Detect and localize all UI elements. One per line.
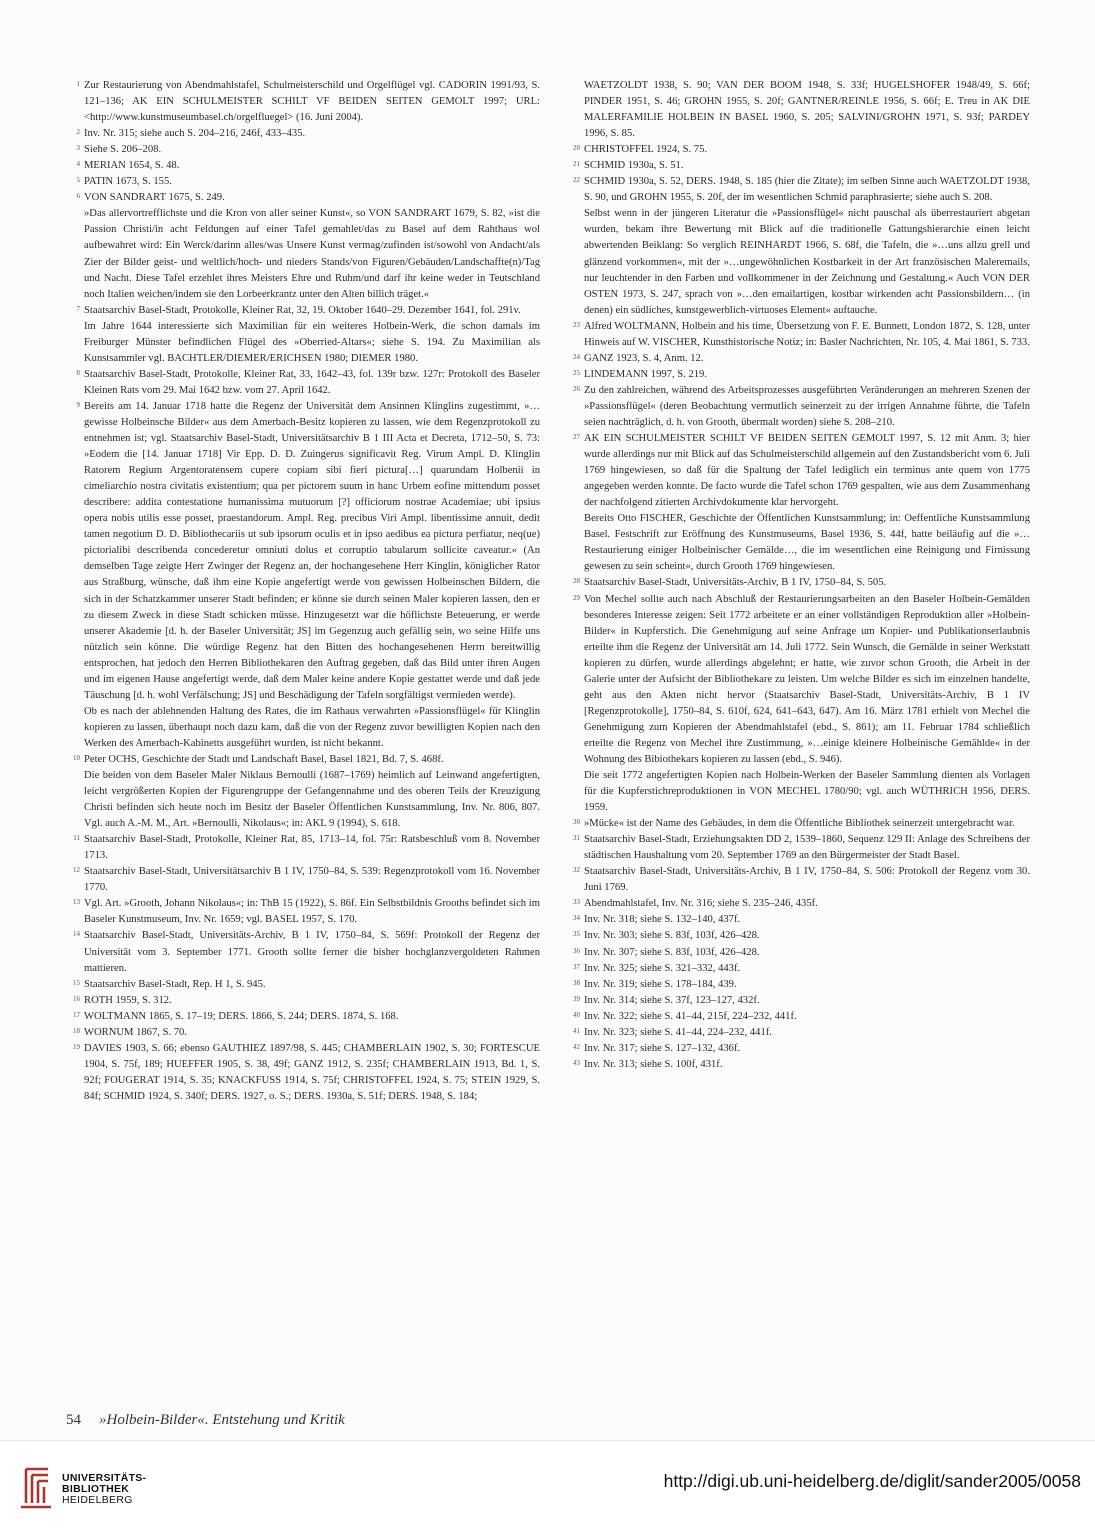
footnote-number: 18	[73, 1026, 80, 1035]
footnote-text: Inv. Nr. 323; siehe S. 41–44, 224–232, 441f.	[584, 1026, 772, 1038]
footnotes-left-column	[62, 78, 540, 1105]
footnote-number: 5	[76, 176, 80, 185]
footnote	[62, 896, 540, 928]
running-title: »Holbein-Bilder«. Entstehung und Kritik	[99, 1412, 345, 1428]
footnote-number: 13	[73, 898, 80, 907]
footnote-text: Inv. Nr. 317; siehe S. 127–132, 436f.	[584, 1042, 741, 1054]
footnote-number: 40	[573, 1010, 580, 1019]
footnote-text: SCHMID 1930a, S. 51.	[584, 160, 684, 172]
footnote-text: AK EIN SCHULMEISTER SCHILT VF BEIDEN SEITEN GEMOLT 1997, S. 12 mit Anm. 3; hier wurde allerdings nur mit Blick auf das Schulmeisterschild allgemein auf den Zustandsbericht vom 6. Juli 1769 hingewiesen, so daß für die Spaltung der Tafel lediglich ein terminus ante quem von 1775 angegeben werden konnte. De facto wurde die Tafel schon 1769 gespalten, wie aus dem Zusammenhang der nachfolgend zitierten Archivdokumente klar hervorgeht.	[584, 433, 1030, 509]
footnote	[62, 78, 540, 126]
footnote-text: Inv. Nr. 313; siehe S. 100f, 431f.	[584, 1058, 723, 1070]
footnote	[562, 993, 1030, 1009]
footnote-text: Inv. Nr. 318; siehe S. 132–140, 437f.	[584, 914, 741, 926]
footnote	[62, 158, 540, 174]
footnote-number: 10	[73, 753, 80, 762]
footnote-text: Zu den zahlreichen, während des Arbeitsprozesses ausgeführten Veränderungen an mehreren Szenen der »Passionsflügel« (deren Beobachtung vermutlich seinerzeit zu der irrigen Annahme führte, die Tafeln seien nachträglich, d. h. von Grooth, übermalt worden) siehe S. 208–210.	[584, 384, 1030, 428]
page-footer-line	[66, 1412, 345, 1429]
footnote	[62, 1041, 540, 1105]
footnote	[562, 431, 1030, 575]
footnote-text: Im Jahre 1644 interessierte sich Maximilian für ein weiteres Holbein-Werk, die schon damals im Freiburger Münster befindlichen Flügel des »Oberried-Altars«; siehe S. 194. Zu Maximilian als Kunstsammler vgl. BACHTLER/DIEMER/ERICHSEN 1980; DIEMER 1980.	[84, 320, 540, 364]
footnote-number: 20	[573, 144, 580, 153]
footnote-number: 42	[573, 1042, 580, 1051]
footnote-number: 30	[573, 818, 580, 827]
footnote	[62, 303, 540, 367]
footnote	[562, 945, 1030, 961]
footnote-number: 15	[73, 978, 80, 987]
footnote-number: 26	[573, 384, 580, 393]
footnote-number: 21	[573, 160, 580, 169]
footnote	[62, 142, 540, 158]
footnote-number: 16	[73, 994, 80, 1003]
footnote-text: Inv. Nr. 319; siehe S. 178–184, 439.	[584, 978, 737, 990]
footnote-number: 25	[573, 368, 580, 377]
footnote-text: PATIN 1673, S. 155.	[84, 176, 172, 188]
footnote	[562, 896, 1030, 912]
footnote-text: WOLTMANN 1865, S. 17–19; DERS. 1866, S. 244; DERS. 1874, S. 168.	[84, 1010, 399, 1022]
footnote-number: 38	[573, 978, 580, 987]
footnote-text: Von Mechel sollte auch nach Abschluß der Restaurierungsarbeiten an den Baseler Holbein-Gemälden besonderes Interesse zeigen: Seit 1772 arbeitete er an einer vollständigen Reproduktion aller »Holbein-Bilder« in Kupferstich. Die Genehmigung auf seine Anfrage um Kopier- und Publikationserlaubnis erteilte ihm die Regenz der Universität am 14. Juli 1772. Sein Wunsch, die Gemälde in seiner Werkstatt kopieren zu dürfen, wurde allerdings abgelehnt; er hatte, wie zuvor schon Grooth, die Arbeit in der Galerie unter der Aufsicht der Bibliothekare zu leisten. Um welche Bilder es sich im einzelnen handelte, geht aus den Akten nicht hervor (Staatsarchiv Basel-Stadt, Universitäts-Archiv, B 1 IV [Regenzprotokolle], 1750–84, S. 610f, 624, 641–643, 647). Am 16. März 1781 erhielt von Mechel die Genehmigung zum Kopieren der Abendmahlstafel (ebd., S. 861); am 11. Februar 1784 schließlich erteilte die Regenz von Mechel ihre Zustimmung, »…einige kleinere Holbeinische Gemählde« in der Wohnung des Bibiothekars kopieren zu lassen (ebd., S. 946).	[584, 593, 1030, 765]
footnote-text: Staatsarchiv Basel-Stadt, Protokolle, Kleiner Rat, 33, 1642–43, fol. 139r bzw. 127r: Protokoll des Baseler Kleinen Rats vom 29. Mai 1642 bzw. vom 27. April 1642.	[84, 368, 540, 396]
footnote	[62, 928, 540, 976]
library-name	[62, 1473, 146, 1506]
footnote-number: 14	[73, 930, 80, 939]
footnote-number: 33	[573, 898, 580, 907]
footnote-number: 7	[76, 304, 80, 313]
footnote-number: 3	[76, 144, 80, 153]
footnote-number: 23	[573, 320, 580, 329]
page-number: 54	[66, 1412, 81, 1428]
footnote-text: VON SANDRART 1675, S. 249.	[84, 192, 225, 204]
footnotes-right-column	[562, 78, 1030, 1073]
footnote-text: Inv. Nr. 325; siehe S. 321–332, 443f.	[584, 962, 741, 974]
footnote-number: 4	[76, 160, 80, 169]
footnote-text: Siehe S. 206–208.	[84, 144, 162, 156]
footnote-text: Abendmahlstafel, Inv. Nr. 316; siehe S. 235–246, 435f.	[584, 898, 818, 910]
footnote-text: Inv. Nr. 315; siehe auch S. 204–216, 246f, 433–435.	[84, 128, 306, 140]
footnote-text: Selbst wenn in der jüngeren Literatur die »Passionsflügel« nicht pauschal als überrestauriert abgetan wurden, bekam ihre Bewertung mit Blick auf die traditionelle Gattungshierarchie einen leicht abwertenden Beiklang: So verglich REINHARDT 1966, S. 68f, die Tafeln, die »…uns allzu grell und glänzend vorkommen«, mit der »…ungewöhnlichen Kostbarkeit in der Art französischen Maleremails, nur leuchtender in den Farben und vollkommener in der Zeichnung und Gestaltung.« Auch VON DER OSTEN 1973, S. 247, sprach von »…den emailartigen, kostbar wirkenden acht Passionsbildern… (in denen) ein südliches, kunstgewerblich-virtuoses Element« auftauche.	[584, 208, 1030, 316]
library-name-line2: BIBLIOTHEK	[62, 1483, 130, 1495]
footnote-text: »Das allervortrefflichste und die Kron von aller seiner Kunst«, so VON SANDRART 1679, S. 82, »ist die Passion Christi/in acht Feldungen auf einer Tafel gemahlet/das zu Basel auf dem Rahthaus wol aufbewahret wird: Ein Werck/darinn alles/was Unsere Kunst vermag/zufinden ist/sowohl von Andacht/als Zier der Bilder geist- und weltlich/hoch- und nieders Stands/von Figuren/Gebäuden/Landschaffte(n)/Tag und Nacht. Diese Tafel erzehlet ihres Meisters Ehre und Ruhm/und darf ihr keine weder in Teutschland noch Italien weichen/indem sie den Lorbeerkrantz unter den Alten billich träget.«	[84, 208, 540, 300]
footnote	[562, 816, 1030, 832]
footnote-text: DAVIES 1903, S. 66; ebenso GAUTHIEZ 1897/98, S. 445; CHAMBERLAIN 1902, S. 30; FORTESCUE 1904, S. 75f, 189; HUEFFER 1905, S. 38, 49f; GANZ 1912, S. 235f; CHAMBERLAIN 1913, Bd. 1, S. 92f; FOUGERAT 1914, S. 35; KNACKFUSS 1914, S. 75f; CHRISTOFFEL 1924, S. 75; STEIN 1929, S. 84f; SCHMID 1924, S. 340f; DERS. 1927, o. S.; DERS. 1930a, S. 51f; DERS. 1948, S. 184;	[84, 1042, 540, 1102]
footnote	[62, 993, 540, 1009]
footnote-number: 41	[573, 1026, 580, 1035]
footnote-number: 39	[573, 994, 580, 1003]
footnote	[62, 752, 540, 832]
footnote-number: 43	[573, 1058, 580, 1067]
footnote-text: CHRISTOFFEL 1924, S. 75.	[584, 144, 708, 156]
footnote	[562, 142, 1030, 158]
university-library-logo-icon	[18, 1463, 54, 1509]
footnote	[562, 961, 1030, 977]
footnote-text: Bereits am 14. Januar 1718 hatte die Regenz der Universität dem Ansinnen Klinglins zugestimmt, »…gewisse Holbeinsche Bilder« aus dem Amerbach-Besitz kopieren zu lassen, wie dem Regenzprotokoll zu entnehmen ist; vgl. Staatsarchiv Basel-Stadt, Universitätsarchiv B 1 III Acta et Decreta, 1712–50, S. 73: »Eodem die [14. Januar 1718] Vir Epp. D. D. Zuingerus significavit Reg. Virum Ampl. D. Klinglin Ratorem Regium Argentoratensem cupere copiam sibi fieri pictura[…] quarundam Holbenii in cimeliarchio nostra civitatis existentium; qua per pictorem suum in hanc Urbem eofine mittendum posset describere: addita contestatione humanissima mutuorum [?] officiorum nostrae Academiae; ubi ipsius opera nobis utilis esse posset, praestandorum. Ampl. Reg. precibus Viri Ampl. libentissime annuit, dedit tamen negotium D. D. Bibliothecariis ut sub ipsorum oculis et in ipso aedibus ea pictura perfiatur, neq(ue) pictorialibi describenda concederetur omniuti dolus et corruptio tabularum sollicite caveatur.« (An demselben Tage zeigte Herr Zwinger der Regenz an, der hochangesehene Herr Kinglin, königlicher Rator aus Straßburg, wünsche, daß ihm eine Kopie angefertigt werde von gewissen Holbeinschen Bildern, die sich in der Schatzkammer unserer Stadt befinden; er könne sie durch seinen Maler kopieren lassen, den er zu diesem Zweck in diese Stadt schicken müsse. Hinzugesetzt war die höflichste Beteuerung, er werde unserer Akademie [d. h. der Baseler Universität; JS] im Gegenzug auch gefällig sein, wo seine Hilfe uns nützlich sein könne. Die würdige Regenz hat den Bitten des hochangesehenen Herrn bereitwillig entsprochen, hat jedoch den Herren Bibliothekaren den Auftrag gegeben, daß das Bild unter ihren Augen und im eigenen Hause angefertigt werde, daß dem Maler keine andere Kopie gestattet werde und daß jede Täuschung [d. h. wohl Verfälschung; JS] und Beschädigung der Tafeln sorgfältigst vermieden werde).	[84, 400, 540, 701]
footnote	[562, 367, 1030, 383]
footnote-number: 35	[573, 930, 580, 939]
footnote-text: Die seit 1772 angefertigten Kopien nach Holbein-Werken der Baseler Sammlung dienten als Vorlagen für die Kupferstichreproduktionen in VON MECHEL 1780/90; vgl. auch WÜTHRICH 1956, DERS. 1959.	[584, 770, 1030, 814]
footnote-number: 2	[76, 128, 80, 137]
footnote-number: 9	[76, 400, 80, 409]
footnote-number: 6	[76, 192, 80, 201]
footnote	[562, 928, 1030, 944]
footnote-text: Staatsarchiv Basel-Stadt, Erziehungsakten DD 2, 1539–1860, Sequenz 129 II: Anlage des Schreibens der städtischen Haushaltung vom 20. September 1769 an den Bürgermeister der Stadt Basel.	[584, 834, 1030, 862]
footnote	[562, 575, 1030, 591]
footnote-text: Staatsarchiv Basel-Stadt, Rep. H 1, S. 945.	[84, 978, 266, 990]
footnote-number: 22	[573, 176, 580, 185]
footnote	[562, 383, 1030, 431]
library-name-line1: UNIVERSITÄTS-	[62, 1472, 147, 1484]
footnote	[562, 912, 1030, 928]
footnote-number: 11	[73, 834, 80, 843]
footnote	[62, 174, 540, 190]
footnote-text: Inv. Nr. 307; siehe S. 83f, 103f, 426–428.	[584, 946, 760, 958]
footnote-text: Zur Restaurierung von Abendmahlstafel, Schulmeisterschild und Orgelflügel vgl. CADORIN 1991/93, S. 121–136; AK EIN SCHULMEISTER SCHILT VF BEIDEN SEITEN GEMOLT 1997; URL: <http://www.kunstmuseumbasel.ch/orgelfluegel> (16. Juni 2004).	[84, 80, 540, 124]
footnote-text: Bereits Otto FISCHER, Geschichte der Öffentlichen Kunstsammlung; in: Oeffentliche Kunstsammlung Basel. Festschrift zur Eröffnung des Kunstmuseums, Basel 1936, S. 44f, hatte beiläufig auf die »…Restaurierung einiger Holbeinischer Gemälde…, die im wesentlichen eine Reinigung und Firnissung gewesen zu sein scheint«, durch Grooth 1769 hingewiesen.	[584, 513, 1030, 573]
footnote	[62, 399, 540, 752]
footnote	[62, 126, 540, 142]
footnote-text: Vgl. Art. »Grooth, Johann Nikolaus«; in: ThB 15 (1922), S. 86f. Ein Selbstbildnis Grooths befindet sich im Baseler Kunstmuseum, Inv. Nr. 1659; vgl. BASEL 1957, S. 170.	[84, 898, 540, 926]
footnote-text: Die beiden von dem Baseler Maler Niklaus Bernoulli (1687–1769) heimlich auf Leinwand angefertigten, leicht vergrößerten Kopien der Figurengruppe der Gefangennahme und des oberen Teils der Kreuzigung Christi befinden sich heute noch im Besitz der Baseler Öffentlichen Kunstsammlung, Inv. Nr. 806, 807. Vgl. auch A.-M. M., Art. »Bernoulli, Nikolaus«; in: AKL 9 (1994), S. 618.	[84, 770, 540, 830]
footnote-text: Peter OCHS, Geschichte der Stadt und Landschaft Basel, Basel 1821, Bd. 7, S. 468f.	[84, 753, 444, 765]
footnote-number: 37	[573, 962, 580, 971]
footnote-text: Staatsarchiv Basel-Stadt, Universitäts-Archiv, B 1 IV, 1750–84, S. 506: Protokoll der Regenz vom 30. Juni 1769.	[584, 866, 1030, 894]
footnote-text: Inv. Nr. 314; siehe S. 37f, 123–127, 432f.	[584, 994, 760, 1006]
footnote-text: Inv. Nr. 322; siehe S. 41–44, 215f, 224–232, 441f.	[584, 1010, 797, 1022]
footnote-number: 29	[573, 593, 580, 602]
footnote	[562, 351, 1030, 367]
footnote	[562, 319, 1030, 351]
footnote-text: Staatsarchiv Basel-Stadt, Universitäts-Archiv, B 1 IV, 1750–84, S. 569f: Protokoll der Regenz der Universität vom 3. September 1771. Grooth sollte ferner die bisher hochglanzvergoldeten Rahmen mattieren.	[84, 930, 540, 974]
footnote	[562, 1057, 1030, 1073]
footnote	[562, 832, 1030, 864]
footnote-text: Staatsarchiv Basel-Stadt, Protokolle, Kleiner Rat, 85, 1713–14, fol. 75r: Ratsbeschluß vom 8. November 1713.	[84, 834, 540, 862]
footnote	[62, 367, 540, 399]
footnote	[562, 158, 1030, 174]
footnote-text: GANZ 1923, S. 4, Anm. 12.	[584, 352, 704, 364]
footnote-number: 36	[573, 946, 580, 955]
footnote-text: Ob es nach der ablehnenden Haltung des Rates, die im Rathaus verwahrten »Passionsflügel« für Klinglin kopieren zu lassen, überhaupt noch dazu kam, daß die von der Regenz zuvor bewilligten Kopien nach den Werken des Amerbach-Kabinetts ausgeführt wurden, ist nicht bekannt.	[84, 705, 540, 749]
footnote-number: 8	[76, 368, 80, 377]
footnote-text: Staatsarchiv Basel-Stadt, Protokolle, Kleiner Rat, 32, 19. Oktober 1640–29. Dezember 1641, fol. 291v.	[84, 304, 521, 316]
footnote-number: 28	[573, 577, 580, 586]
footnote-text: LINDEMANN 1997, S. 219.	[584, 368, 708, 380]
footnote-number: 31	[573, 834, 580, 843]
footnote	[562, 78, 1030, 142]
footnote	[562, 592, 1030, 817]
footnote-number: 34	[573, 914, 580, 923]
footnote	[562, 864, 1030, 896]
footnote-text: Staatsarchiv Basel-Stadt, Universitäts-Archiv, B 1 IV, 1750–84, S. 505.	[584, 577, 887, 589]
footnote-text: MERIAN 1654, S. 48.	[84, 160, 180, 172]
footnote	[562, 1009, 1030, 1025]
footnote	[62, 1009, 540, 1025]
footnote	[62, 1025, 540, 1041]
footnote	[62, 977, 540, 993]
library-footer	[0, 1440, 1095, 1534]
footnote-text: WAETZOLDT 1938, S. 90; VAN DER BOOM 1948, S. 33f; HUGELSHOFER 1948/49, S. 66f; PINDER 1951, S. 46; GROHN 1955, S. 20f; GANTNER/REINLE 1956, S. 66f; E. Treu in AK DIE MALERFAMILIE HOLBEIN IN BASEL 1960, S. 205; SALVINI/GROHN 1971, S. 93f; PARDEY 1996, S. 85.	[584, 80, 1030, 140]
footnote-text: Inv. Nr. 303; siehe S. 83f, 103f, 426–428.	[584, 930, 760, 942]
footnote	[562, 1041, 1030, 1057]
footnote-text: ROTH 1959, S. 312.	[84, 994, 172, 1006]
footnote-text: »Mücke« ist der Name des Gebäudes, in dem die Öffentliche Bibliothek seinerzeit untergebracht war.	[584, 818, 1015, 830]
footnote	[562, 977, 1030, 993]
footnote	[562, 174, 1030, 318]
footnote-number: 12	[73, 866, 80, 875]
library-name-line3: HEIDELBERG	[62, 1494, 133, 1506]
permalink-url[interactable]: http://digi.ub.uni-heidelberg.de/diglit/sander2005/0058	[663, 1471, 1081, 1491]
footnote	[62, 832, 540, 864]
footnote-text: WORNUM 1867, S. 70.	[84, 1026, 187, 1038]
footnote-number: 32	[573, 866, 580, 875]
footnote-text: Staatsarchiv Basel-Stadt, Universitätsarchiv B 1 IV, 1750–84, S. 539: Regenzprotokoll vom 16. November 1770.	[84, 866, 540, 894]
footnote-number: 19	[73, 1042, 80, 1051]
footnote-number: 17	[73, 1010, 80, 1019]
footnote-number: 24	[573, 352, 580, 361]
footnote-text: Alfred WOLTMANN, Holbein and his time, Übersetzung von F. E. Bunnett, London 1872, S. 128, unter Hinweis auf W. VISCHER, Kunsthistorische Notiz; in: Basler Nachrichten, Nr. 105, 4. Mai 1861, S. 733.	[584, 320, 1030, 348]
footnote-number: 27	[573, 433, 580, 442]
footnote	[62, 190, 540, 302]
footnote	[562, 1025, 1030, 1041]
footnote-number: 1	[76, 80, 80, 88]
footnote	[62, 864, 540, 896]
footnote-text: SCHMID 1930a, S. 52, DERS. 1948, S. 185 (hier die Zitate); im selben Sinne auch WAETZOLDT 1938, S. 90, und GROHN 1955, S. 20f, der im wesentlichen Schmid paraphrasierte; siehe auch S. 208.	[584, 176, 1030, 204]
